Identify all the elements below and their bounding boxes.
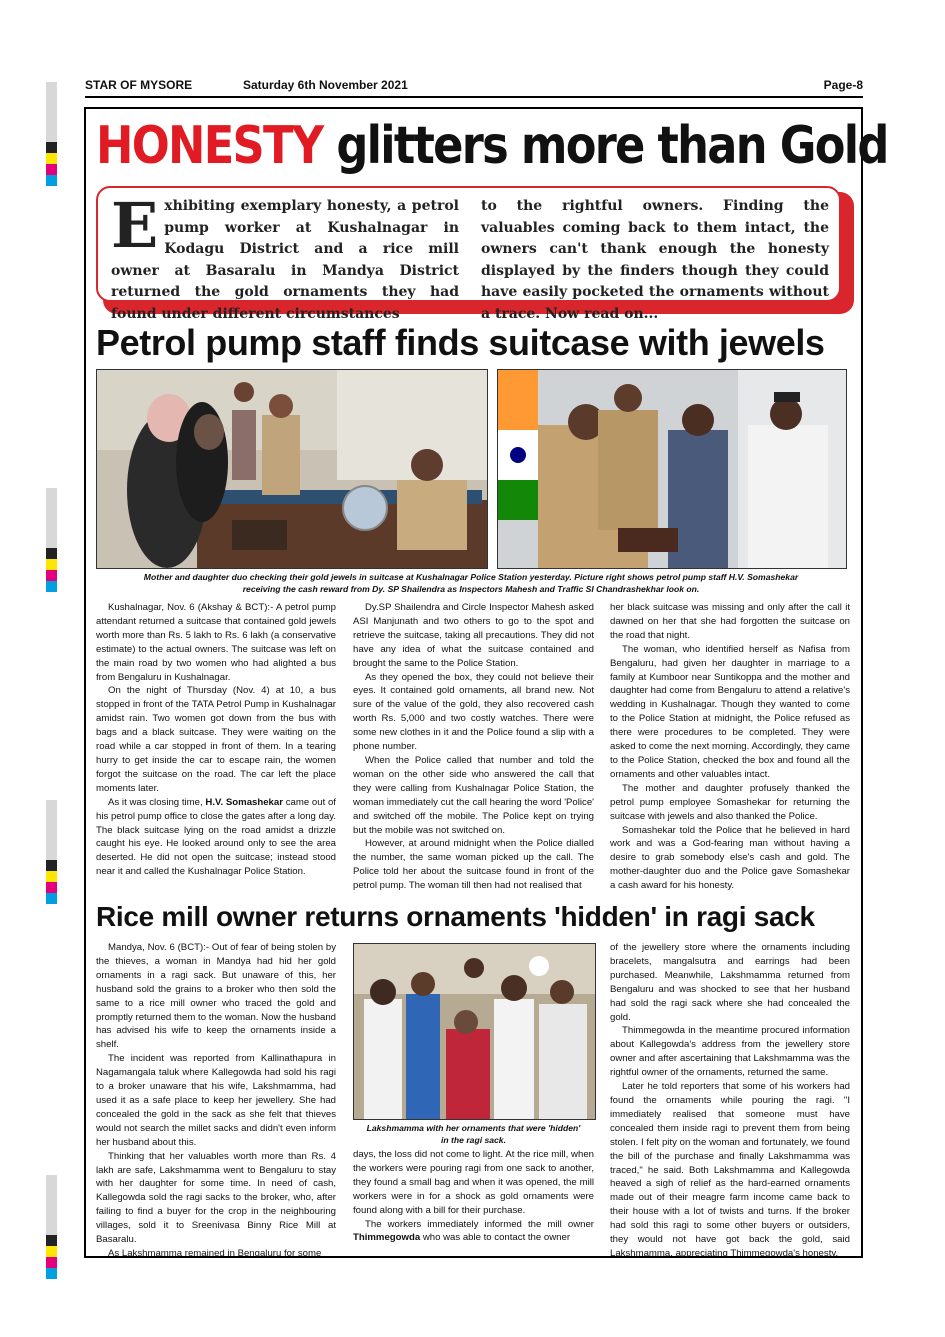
story2-column-3 bbox=[610, 941, 850, 1261]
story1-col2-para: However, at around midnight when the Police dialled the number, the same woman picked up the call. The Police told her about the suitcase found in front of the petrol pump. The woman till then had not realised that bbox=[353, 838, 594, 892]
somashekar-name: H.V. Somashekar bbox=[205, 796, 283, 808]
registration-marks-bottom bbox=[46, 1175, 57, 1279]
story1-col1-para: Kushalnagar, Nov. 6 (Akshay & BCT):- A petrol pump attendant returned a suitcase that contained gold jewels worth more than Rs. 5 lakh to Rs. 6 lakh (a conservative estimate) to the actual owners. The suitcase was left on the main road by two women who had alighted a bus from Bengaluru in Kushalnagar. bbox=[96, 602, 336, 683]
page-header bbox=[85, 78, 863, 94]
headline-highlight: HONESTY bbox=[96, 116, 323, 176]
story2-column-2 bbox=[353, 1148, 594, 1245]
story1-title: Petrol pump staff finds suitcase with jewels bbox=[96, 322, 825, 363]
photo-cash-reward bbox=[497, 369, 847, 569]
story2-col3-para: of the jewellery store where the ornaments including bracelets, mangalsutra and earrings had been purchased. Meanwhile, Lakshmamma returned from Bengaluru and was shocked to see that her husband had sold the ragi sack where she had concealed the gold. bbox=[610, 942, 850, 1023]
story2-column-1 bbox=[96, 941, 336, 1261]
story2-col1-para: Thinking that her valuables worth more than Rs. 4 lakh are safe, Lakshmamma went to Bengaluru to stay with her daughter for some time. In need of cash, Kallegowda sold the ragi sacks to the broker, who, after failing to find a buyer for the crop in the neighbouring villages, sold it to Sreenivasa Binny Rice Mill at Basaralu. bbox=[96, 1150, 336, 1246]
story1-col2-para: As they opened the box, they could not believe their eyes. It contained gold ornaments, all brand new. Not sure of the value of the gold, they also recovered cash worth Rs. 5,000 and two costly watches. There were some new clothes in it and the Police found a slip with a phone number. bbox=[353, 671, 594, 753]
story2-col3-para: Thimmegowda in the meantime procured information about Kallegowda's address from the jewellery store owner and after ascertaining that Lakshmamma was the rightful owner of the ornaments, returned the same. bbox=[610, 1025, 850, 1079]
publication-name: STAR OF MYSORE bbox=[85, 78, 193, 92]
story2-col2-para: days, the loss did not come to light. At the rice mill, when the workers were pouring ragi from one sack to another, they found a small bag and when it was opened, the mill workers were in for a shock as gold ornaments were found along with a bill for their purchase. bbox=[353, 1149, 594, 1216]
story1-caption-line1: Mother and daughter duo checking their gold jewels in suitcase at Kushalnagar Police Station yesterday. Picture right shows petrol pump staff H.V. Somashekar bbox=[143, 572, 799, 582]
story1-col1-para: On the night of Thursday (Nov. 4) at 10, a bus stopped in front of the TATA Petrol Pump in Kushalnagar amidst rain. Two women got down from the bus with bags and a black suitcase. They were waiting on the road while a car stopped in front of them. In a tearing hurry to get inside the car to escape rain, the women forgot the suitcase on the road. The car left the place moments later. bbox=[96, 685, 336, 794]
intro-text-1: xhibiting exemplary honesty, a petrol pump worker at Kushalnagar in Kodagu District and a rice mill owner at Basaralu in Mandya District returned the gold ornaments they had found under different circumstances bbox=[111, 198, 459, 322]
story1-col3-para: her black suitcase was missing and only after the call it dawned on her that she had forgotten the suitcase on the road that night. bbox=[610, 602, 850, 641]
registration-marks-lower bbox=[46, 800, 57, 904]
reward-ceremony-image bbox=[498, 370, 846, 568]
story2-caption-line1: Lakshmamma with her ornaments that were 'hidden' bbox=[366, 1123, 581, 1133]
story1-column-1 bbox=[96, 601, 336, 879]
story1-column-2 bbox=[353, 601, 594, 893]
story1-col3-para: The woman, who identified herself as Nafisa from Bengaluru, had given her daughter in marriage to a family at Kumboor near Suntikoppa and the mother and daughter had come from Bengaluru to attend a relative's wedding in Kushalnagar. Though they wanted to come to the Police Station at midnight, the Police refused as there were procedures to be completed. They were asked to come the next morning. Accordingly, they came to the Police Station, checked the box and found all the ornaments and other valuables intact. bbox=[610, 643, 850, 780]
headline-rest: glitters more than Gold bbox=[336, 116, 888, 176]
issue-date: Saturday 6th November 2021 bbox=[243, 78, 408, 92]
story1-col2-para: When the Police called that number and told the woman on the other side who answered the call that they were calling from Kushalnagar Police Station, the woman immediately cut the call hearing the word 'Police' and switched off the mobile. The Police kept on trying but the mobile was not switched on. bbox=[353, 754, 594, 836]
photo-ragi-sack bbox=[353, 943, 596, 1120]
story1-caption bbox=[96, 571, 846, 595]
police-station-scene-image bbox=[97, 370, 487, 568]
header-rule bbox=[85, 96, 863, 98]
story2-caption-line2: in the ragi sack. bbox=[441, 1135, 506, 1145]
page-number: Page-8 bbox=[823, 78, 863, 92]
registration-marks-top bbox=[46, 82, 57, 186]
registration-marks-middle bbox=[46, 488, 57, 592]
intro-column-1 bbox=[111, 189, 459, 325]
story2-col3-para: Later he told reporters that some of his workers had found the ornaments while pouring the ragi. "I immediately realised that someone must have concealed them inside ragi to prevent them from being stolen. I felt pity on the woman and fortunately, we found the bill of the purchase and finally Lakshmamma was traced," he said. Both Lakshmamma and Kallegowda heaved a sigh of relief as the hard-earned ornaments made out of their meagre farm income came back to their house with a lot of twists and turns. If the broker had sold this ragi to some other buyers or outsiders, they would not have got back the gold, said Lakshmamma, appreciating Thimmegowda's honesty. bbox=[610, 1081, 850, 1259]
story2-title: Rice mill owner returns ornaments 'hidden' in ragi sack bbox=[96, 901, 815, 932]
main-headline bbox=[96, 113, 888, 179]
drop-cap: E bbox=[111, 189, 159, 262]
story1-column-3 bbox=[610, 601, 850, 893]
thimmegowda-name: Thimmegowda bbox=[353, 1232, 421, 1244]
intro-column-2 bbox=[481, 196, 829, 325]
story1-col1-para: As it was closing time, H.V. Somashekar came out of his petrol pump office to close the gates after a long day. The black suitcase lying on the road amidst a drizzle caught his eye. He looked around only to see the area deserted. He did not open the suitcase; instead stood near it and called the Kushalnagar Police Station. bbox=[96, 796, 336, 878]
story2-caption bbox=[353, 1122, 594, 1146]
intro-box bbox=[96, 186, 841, 322]
story2-col1-para: As Lakshmamma remained in Bengaluru for some bbox=[108, 1247, 322, 1259]
story2-col2-para: The workers immediately informed the mill owner Thimmegowda who was able to contact the owner bbox=[353, 1218, 594, 1244]
intro-text-2: to the rightful owners. Finding the valuables coming back to them intact, the owners can't thank enough the honesty displayed by the finders though they could have easily pocketed the ornaments without a trace. Now read on... bbox=[481, 198, 829, 322]
photo-suitcase-jewels bbox=[96, 369, 488, 569]
story2-col1-para: The incident was reported from Kallinathapura in Nagamangala taluk where Kallegowda had sold his ragi to a broker unaware that his wife, Lakshmamma, had used it as a safe place to keep her jewellery. She had concealed the gold in the sack as she felt that thieves would not search the millet sacks and didn't even inform her husband about this. bbox=[96, 1053, 336, 1148]
story1-col3-para: Somashekar told the Police that he believed in hard work and was a God-fearing man without having a desire to grab somebody else's cash and gold. The mother-daughter duo and the Police gave Somashekar a cash award for his honesty. bbox=[610, 824, 850, 892]
ornaments-group-image bbox=[354, 944, 595, 1119]
story1-col3-para: The mother and daughter profusely thanked the petrol pump employee Somashekar for returning the suitcase with jewels and also thanked the Police. bbox=[610, 782, 850, 822]
story2-col1-para: Mandya, Nov. 6 (BCT):- Out of fear of being stolen by the thieves, a woman in Mandya had hid her gold ornaments in a ragi sack. But unaware of this, her husband sold the grains to a broker who then sold the same to a rice mill owner who traced the gold and promptly returned them to the woman. Now the husband has advised his wife to keep the ornaments inside a shelf. bbox=[96, 942, 336, 1051]
story1-caption-line2: receiving the cash reward from Dy. SP Shailendra as Inspectors Mahesh and Traffic SI Chandrashekhar look on. bbox=[242, 584, 700, 594]
story1-col2-para: Dy.SP Shailendra and Circle Inspector Mahesh asked ASI Manjunath and two others to go to the spot and retrieve the suitcase, taking all precautions. They did not have any idea of what the suitcase contained and brought the same to the Police Station. bbox=[353, 602, 594, 669]
